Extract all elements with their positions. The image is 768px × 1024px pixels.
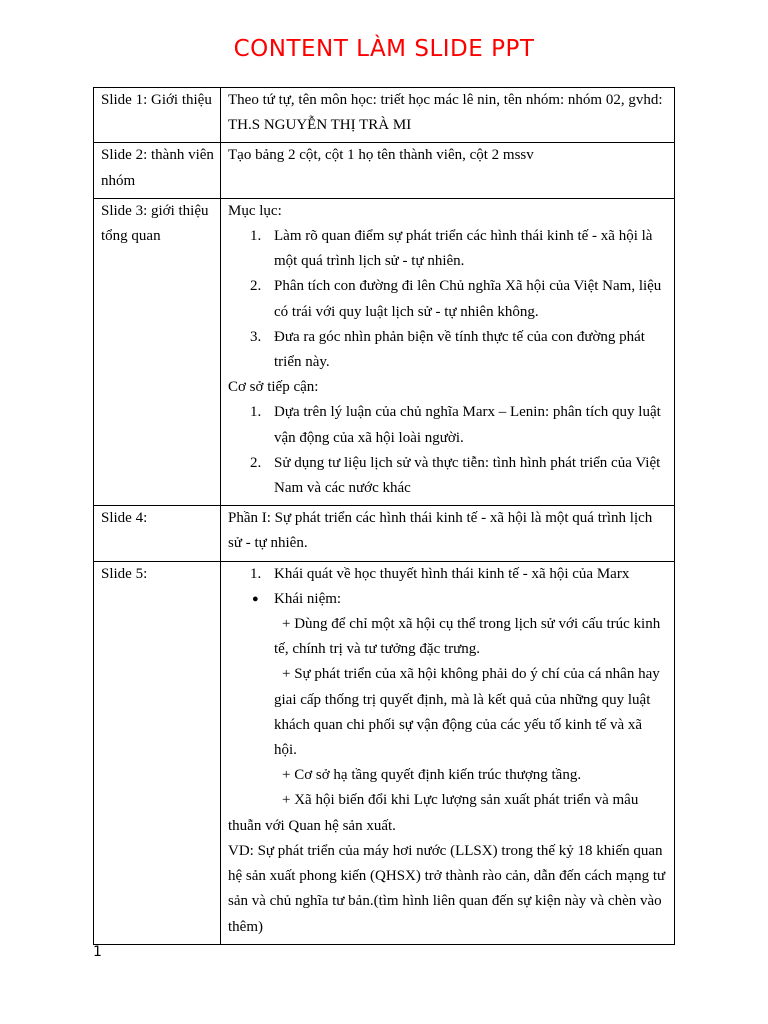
table-row <box>94 561 675 944</box>
sub-point: + Dùng để chỉ một xã hội cụ thể trong lịch sử với cấu trúc kinh tế, chính trị và tư tưởng đặc trưng. <box>274 616 661 658</box>
list-item <box>228 224 668 274</box>
slide-content-table <box>93 87 675 945</box>
slide-description <box>221 561 675 944</box>
table-row <box>94 143 675 198</box>
slide-description: Theo tứ tự, tên môn học: triết học mác lê nin, tên nhóm: nhóm 02, gvhd: TH.S NGUYỄN THỊ TRÀ MI <box>221 88 675 143</box>
table-row <box>94 198 675 505</box>
slide-label: Slide 1: Giới thiệu <box>94 88 221 143</box>
list-item <box>228 400 668 450</box>
sub-point: + Cơ sở hạ tầng quyết định kiến trúc thượng tầng. <box>282 767 582 784</box>
list-item <box>228 451 668 501</box>
list-item <box>228 325 668 375</box>
table-row <box>94 88 675 143</box>
section-heading: Cơ sở tiếp cận: <box>228 379 319 396</box>
list-item <box>228 562 668 587</box>
list-item-text: Phân tích con đường đi lên Chủ nghĩa Xã hội của Việt Nam, liệu có trái với quy luật lịch sử - tự nhiên không. <box>274 278 662 320</box>
slide-description <box>221 198 675 505</box>
bullet-text: Khái niệm: <box>274 590 342 607</box>
slide-label: Slide 4: <box>94 506 221 561</box>
list-item-text: Dựa trên lý luận của chủ nghĩa Marx – Lenin: phân tích quy luật vận động của xã hội loài người. <box>274 404 661 446</box>
example-paragraph: VD: Sự phát triển của máy hơi nước (LLSX) trong thế kỷ 18 khiến quan hệ sản xuất phong kiến (QHSX) trở thành rào cản, dẫn đến cách mạng tư sản và chủ nghĩa tư bản.(tìm hình liên quan đến sự kiện này và chèn vào thêm) <box>228 842 666 935</box>
list-number: 2. <box>250 454 262 471</box>
list-number: 1. <box>250 228 262 245</box>
list-item-text: Đưa ra góc nhìn phản biện về tính thực tế của con đường phát triển này. <box>274 328 645 371</box>
sub-point: + Xã hội biến đổi khi Lực lượng sản xuất phát triển và mâu thuẫn với Quan hệ sản xuất. <box>228 792 639 834</box>
list-number: 1. <box>250 565 262 582</box>
table-row <box>94 506 675 561</box>
slide-label: Slide 3: giới thiệu tổng quan <box>94 198 221 505</box>
page-number: 1 <box>93 944 102 960</box>
list-item-text: Khái quát về học thuyết hình thái kinh tế - xã hội của Marx <box>274 565 630 582</box>
list-item <box>228 274 668 324</box>
bullet-icon: ● <box>252 592 259 605</box>
section-heading: Mục lục: <box>228 202 282 219</box>
slide-description: Phần I: Sự phát triển các hình thái kinh tế - xã hội là một quá trình lịch sử - tự nhiên. <box>221 506 675 561</box>
list-number: 2. <box>250 278 262 295</box>
list-item-text: Sử dụng tư liệu lịch sử và thực tiễn: tình hình phát triển của Việt Nam và các nước khác <box>274 454 661 497</box>
bullet-item <box>228 587 668 612</box>
list-number: 3. <box>250 328 262 345</box>
document-title: CONTENT LÀM SLIDE PPT <box>233 36 535 62</box>
list-item-text: Làm rõ quan điểm sự phát triển các hình thái kinh tế - xã hội là một quá trình lịch sử - tự nhiên. <box>274 228 653 270</box>
slide-label: Slide 5: <box>94 561 221 944</box>
slide-description: Tạo bảng 2 cột, cột 1 họ tên thành viên, cột 2 mssv <box>221 143 675 198</box>
slide-label: Slide 2: thành viên nhóm <box>94 143 221 198</box>
sub-point: + Sự phát triển của xã hội không phải do ý chí của cá nhân hay giai cấp thống trị quyết định, mà là kết quả của những quy luật khách quan chi phối sự vận động của các yếu tố kinh tế và xã hội. <box>274 666 660 759</box>
list-number: 1. <box>250 404 262 421</box>
